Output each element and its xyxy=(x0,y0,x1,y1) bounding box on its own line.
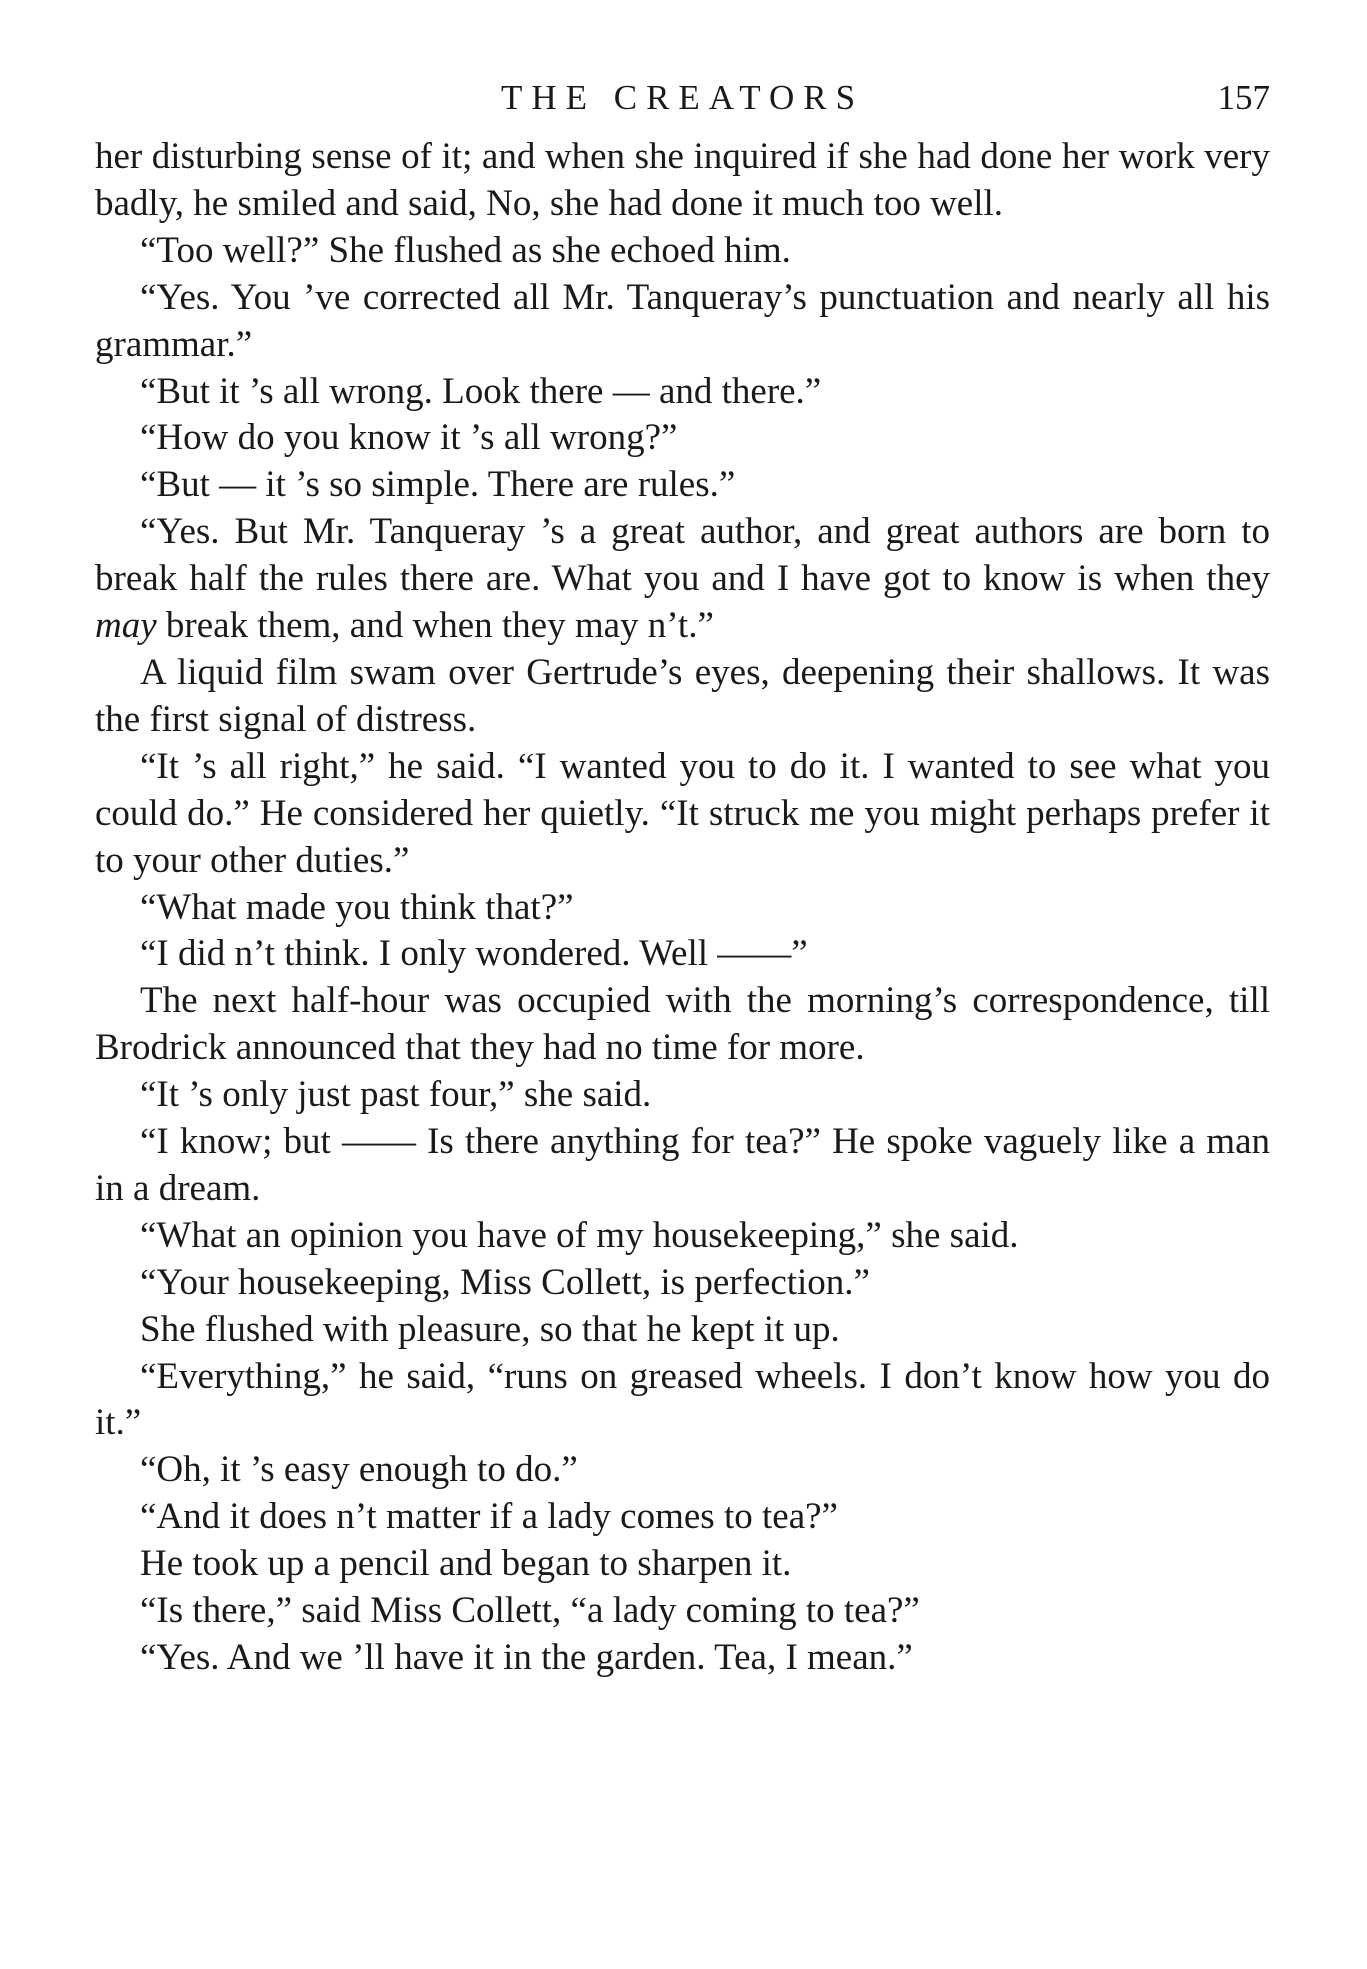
paragraph: “Yes. You ’ve corrected all Mr. Tanqueray’s punctuation and nearly all his grammar.” xyxy=(95,276,1270,365)
paragraph: “But — it ’s so simple. There are rules.” xyxy=(140,464,736,506)
running-title: THE CREATORS xyxy=(500,78,865,117)
body-text xyxy=(95,134,1270,1682)
paragraph-text: “Yes. But Mr. Tanqueray ’s a great author, and great authors are born to break half the rules there are. What you and I have got to know is when they xyxy=(95,511,1270,600)
paragraph: “It ’s only just past four,” she said. xyxy=(140,1074,652,1116)
paragraph: “Is there,” said Miss Collett, “a lady coming to tea?” xyxy=(140,1590,920,1632)
paragraph: “But it ’s all wrong. Look there — and there.” xyxy=(140,370,822,412)
paragraph: “What an opinion you have of my housekeeping,” she said. xyxy=(140,1214,1019,1256)
paragraph: She flushed with pleasure, so that he kept it up. xyxy=(140,1308,840,1350)
paragraph: “And it does n’t matter if a lady comes to tea?” xyxy=(140,1496,838,1538)
paragraph: He took up a pencil and began to sharpen it. xyxy=(140,1543,792,1585)
book-page xyxy=(95,78,1270,1682)
paragraph: “I know; but —— Is there anything for tea?” He spoke vaguely like a man in a dream. xyxy=(95,1121,1270,1209)
paragraph: The next half-hour was occupied with the morning’s correspondence, till Brodrick announced that they had no time for more. xyxy=(95,980,1270,1069)
paragraph: “I did n’t think. I only wondered. Well ——” xyxy=(140,933,808,975)
paragraph: her disturbing sense of it; and when she inquired if she had done her work very badly, he smiled and said, No, she had done it much too well. xyxy=(95,136,1270,224)
running-head xyxy=(95,78,1270,134)
paragraph: “Everything,” he said, “runs on greased wheels. I don’t know how you do it.” xyxy=(95,1355,1270,1444)
italic-word: may xyxy=(95,605,157,647)
paragraph: “Oh, it ’s easy enough to do.” xyxy=(140,1449,578,1491)
paragraph: “It ’s all right,” he said. “I wanted you to do it. I wanted to see what you could do.” He considered her quietly. “It struck me you might perhaps prefer it to your other duties.” xyxy=(95,745,1270,881)
paragraph: “How do you know it ’s all wrong?” xyxy=(140,417,678,459)
page-number: 157 xyxy=(1217,78,1270,117)
paragraph: “Too well?” She flushed as she echoed him. xyxy=(140,229,791,271)
paragraph-text: break them, and when they may n’t.” xyxy=(156,605,714,647)
paragraph: “What made you think that?” xyxy=(140,886,574,928)
paragraph: “Yes. And we ’ll have it in the garden. Tea, I mean.” xyxy=(140,1637,913,1678)
paragraph: A liquid film swam over Gertrude’s eyes, deepening their shallows. It was the first signal of distress. xyxy=(95,651,1270,740)
paragraph xyxy=(95,509,1270,650)
paragraph: “Your housekeeping, Miss Collett, is perfection.” xyxy=(140,1261,870,1303)
